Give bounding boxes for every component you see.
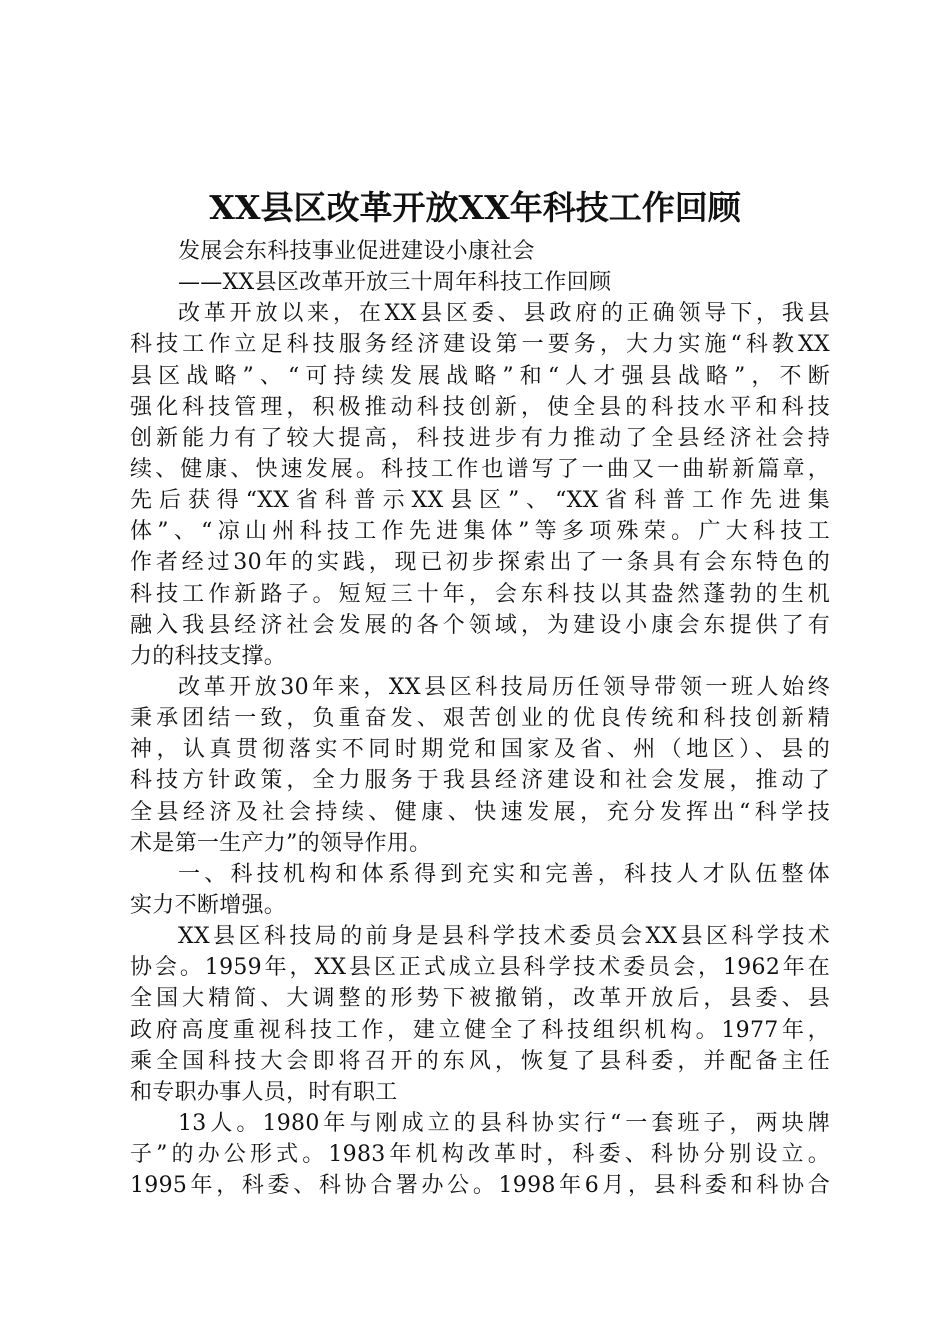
text-line: 创新能力有了较大提高，科技进步有力推动了全县经济社会持 bbox=[130, 425, 830, 451]
text-line: 神，认真贯彻落实不同时期党和国家及省、州（地区）、县的 bbox=[130, 737, 830, 763]
text-line: 一、科技机构和体系得到充实和完善，科技人才队伍整体 bbox=[178, 861, 830, 887]
text-line: 乘全国科技大会即将召开的东风，恢复了县科委，并配备主任 bbox=[130, 1048, 830, 1074]
text-line: 作者经过30年的实践，现已初步探索出了一条具有会东特色的 bbox=[130, 550, 830, 576]
text-line: 政府高度重视科技工作，建立健全了科技组织机构。1977年， bbox=[130, 1017, 830, 1043]
document-body bbox=[130, 236, 830, 1201]
text-line: 县区战略”、“可持续发展战略”和“人才强县战略”，不断 bbox=[130, 363, 830, 389]
text-line: 强化科技管理，积极推动科技创新，使全县的科技水平和科技 bbox=[130, 394, 830, 420]
document-title: XX县区改革开放XX年科技工作回顾 bbox=[209, 188, 741, 227]
text-line: 续、健康、快速发展。科技工作也谱写了一曲又一曲崭新篇章， bbox=[130, 456, 830, 482]
text-line: 协会。1959年，XX县区正式成立县科学技术委员会，1962年在 bbox=[130, 955, 830, 981]
text-line: 科技工作新路子。短短三十年，会东科技以其盎然蓬勃的生机 bbox=[130, 581, 830, 607]
text-line: 和专职办事人员，时有职工 bbox=[130, 1079, 398, 1105]
text-line: 融入我县经济社会发展的各个领域，为建设小康会东提供了有 bbox=[130, 612, 830, 638]
text-line: 发展会东科技事业促进建设小康社会 bbox=[178, 239, 535, 264]
text-line: ——XX县区改革开放三十周年科技工作回顾 bbox=[178, 270, 612, 296]
text-line: 改革开放以来，在XX县区委、县政府的正确领导下，我县 bbox=[178, 301, 830, 327]
text-line: 13人。1980年与刚成立的县科协实行“一套班子，两块牌 bbox=[178, 1110, 830, 1136]
text-line: 先后获得“XX省科普示XX县区”、“XX省科普工作先进集 bbox=[130, 488, 830, 514]
text-line: 体”、“凉山州科技工作先进集体”等多项殊荣。广大科技工 bbox=[130, 519, 830, 545]
text-line: 全县经济及社会持续、健康、快速发展，充分发挥出“科学技 bbox=[130, 799, 830, 825]
text-line: 科技工作立足科技服务经济建设第一要务，大力实施“科教XX bbox=[130, 332, 830, 358]
text-line: 科技方针政策，全力服务于我县经济建设和社会发展，推动了 bbox=[130, 768, 830, 794]
text-line: 术是第一生产力”的领导作用。 bbox=[130, 830, 432, 856]
text-line: 全国大精简、大调整的形势下被撤销，改革开放后，县委、县 bbox=[130, 986, 830, 1012]
text-line: XX县区科技局的前身是县科学技术委员会XX县区科学技术 bbox=[178, 924, 830, 950]
text-line: 秉承团结一致，负重奋发、艰苦创业的优良传统和科技创新精 bbox=[130, 706, 830, 732]
text-line: 改革开放30年来，XX县区科技局历任领导带领一班人始终 bbox=[178, 674, 830, 700]
text-line: 力的科技支撑。 bbox=[130, 643, 287, 669]
text-line: 1995年，科委、科协合署办公。1998年6月，县科委和科协合 bbox=[130, 1173, 830, 1199]
text-line: 实力不断增强。 bbox=[130, 892, 287, 918]
text-line: 子”的办公形式。1983年机构改革时，科委、科协分别设立。 bbox=[130, 1142, 830, 1168]
